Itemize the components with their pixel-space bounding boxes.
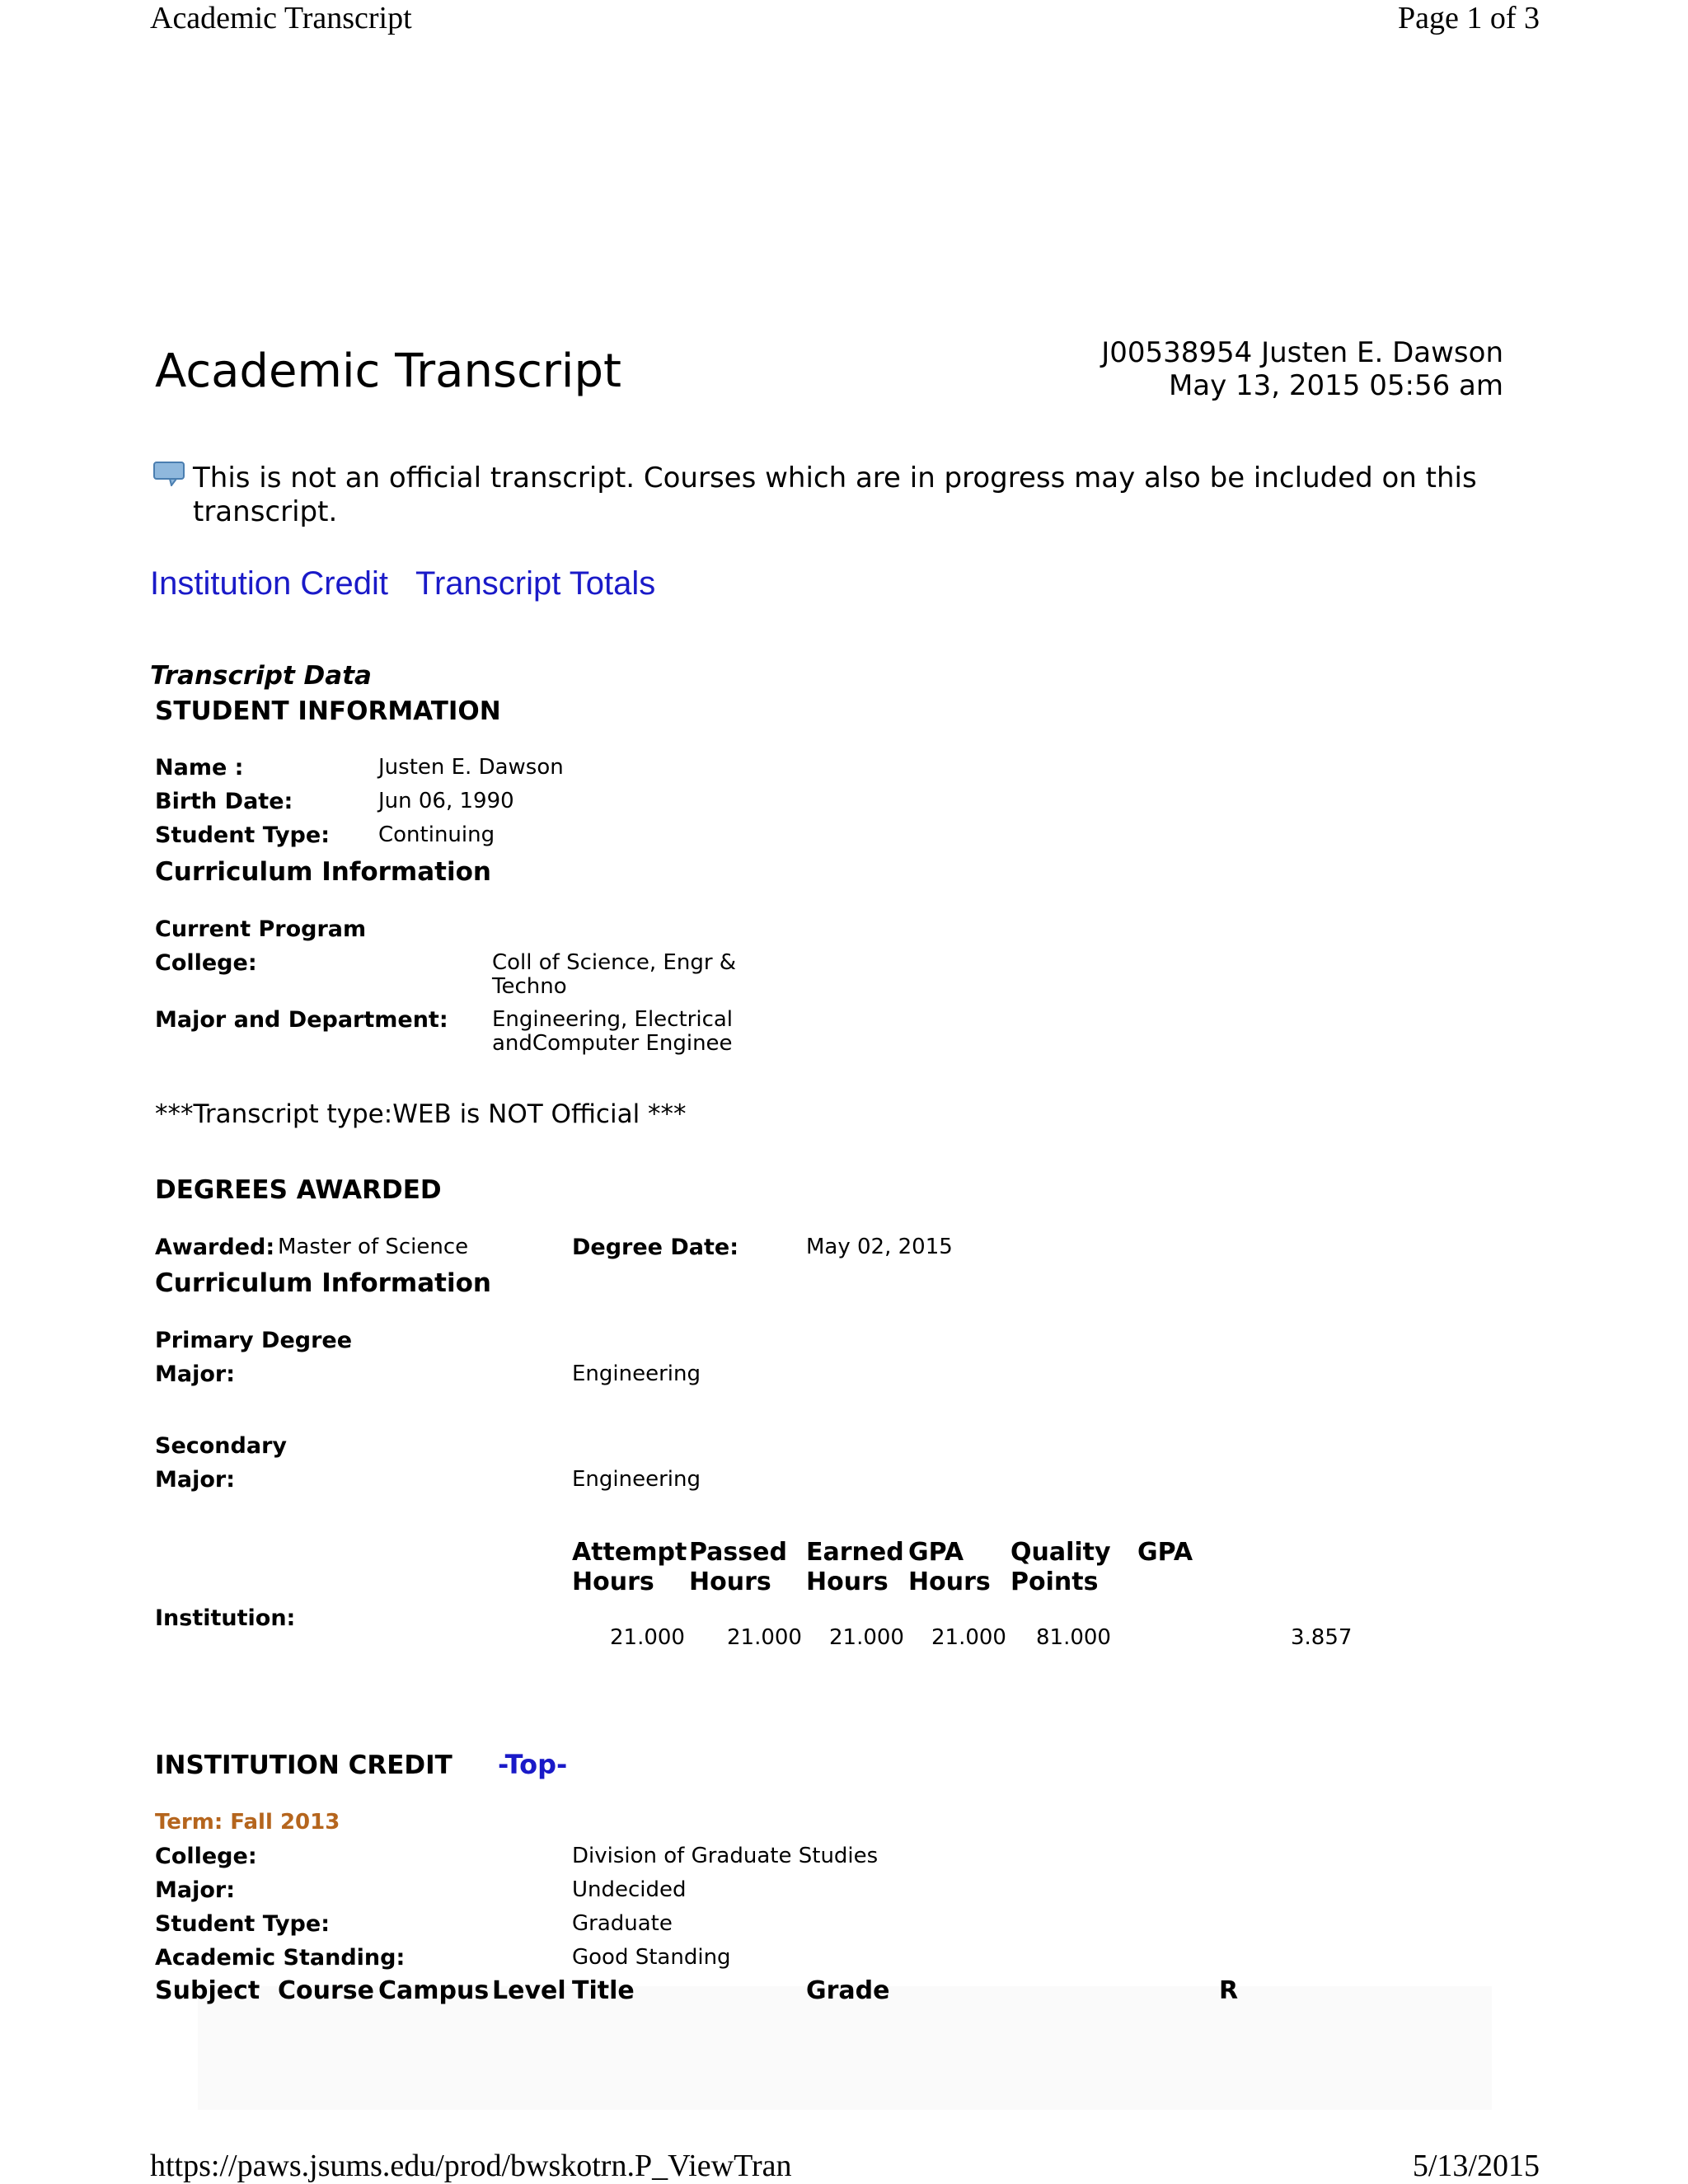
report-datetime: May 13, 2015 05:56 am bbox=[1168, 369, 1503, 402]
institution-credit-heading: INSTITUTION CREDIT bbox=[155, 1750, 452, 1780]
current-program-label: Current Program bbox=[155, 916, 367, 942]
col-earned-hours: Earned Hours bbox=[806, 1538, 904, 1596]
awarded-label: Awarded: bbox=[155, 1235, 275, 1260]
major-department-label: Major and Department: bbox=[155, 1007, 448, 1033]
degree-curriculum-heading: Curriculum Information bbox=[155, 1268, 491, 1298]
primary-major-value: Engineering bbox=[572, 1361, 701, 1386]
gpa-value: 3.857 bbox=[1291, 1625, 1353, 1650]
link-transcript-totals[interactable]: Transcript Totals bbox=[415, 565, 656, 602]
ic-student-type-label: Student Type: bbox=[155, 1911, 330, 1937]
col-level: Level bbox=[492, 1976, 566, 2005]
earned-hours-value: 21.000 bbox=[829, 1625, 904, 1650]
college-value-line1: Coll of Science, Engr & bbox=[492, 950, 737, 975]
col-title: Title bbox=[572, 1976, 635, 2005]
ic-college-label: College: bbox=[155, 1844, 257, 1869]
degrees-awarded-heading: DEGREES AWARDED bbox=[155, 1175, 442, 1205]
academic-standing-value: Good Standing bbox=[572, 1945, 731, 1970]
info-icon bbox=[153, 462, 186, 486]
col-quality-points: Quality Points bbox=[1010, 1538, 1111, 1596]
awarded-value: Master of Science bbox=[278, 1235, 469, 1259]
degree-date-value: May 02, 2015 bbox=[806, 1235, 953, 1259]
birth-date-value: Jun 06, 1990 bbox=[378, 789, 514, 813]
student-id-name: J00538954 Justen E. Dawson bbox=[1101, 336, 1503, 369]
page-header-left: Academic Transcript bbox=[150, 1, 412, 35]
college-value-line2: Techno bbox=[492, 974, 567, 999]
institution-row-label: Institution: bbox=[155, 1605, 296, 1631]
page-footer-url: https://paws.jsums.edu/prod/bwskotrn.P_ViewTran bbox=[150, 2149, 792, 2183]
top-link[interactable]: -Top- bbox=[498, 1749, 568, 1780]
page-header-right: Page 1 of 3 bbox=[1397, 1, 1540, 35]
college-label: College: bbox=[155, 950, 257, 976]
ic-college-value: Division of Graduate Studies bbox=[572, 1844, 879, 1868]
student-type-value: Continuing bbox=[378, 823, 495, 847]
student-type-label: Student Type: bbox=[155, 823, 330, 848]
col-passed-hours: Passed Hours bbox=[689, 1538, 787, 1596]
name-value: Justen E. Dawson bbox=[378, 755, 564, 780]
academic-standing-label: Academic Standing: bbox=[155, 1945, 406, 1971]
primary-major-label: Major: bbox=[155, 1361, 236, 1387]
link-institution-credit[interactable]: Institution Credit bbox=[150, 565, 389, 602]
name-label: Name : bbox=[155, 755, 244, 780]
quality-points-value: 81.000 bbox=[1036, 1625, 1111, 1650]
major-department-line2: andComputer Enginee bbox=[492, 1031, 733, 1056]
curriculum-heading: Curriculum Information bbox=[155, 857, 491, 887]
major-department-line1: Engineering, Electrical bbox=[492, 1007, 734, 1032]
col-attempt-hours: Attempt Hours bbox=[572, 1538, 687, 1596]
passed-hours-value: 21.000 bbox=[727, 1625, 802, 1650]
col-grade: Grade bbox=[806, 1976, 890, 2005]
attempt-hours-value: 21.000 bbox=[610, 1625, 685, 1650]
col-r: R bbox=[1219, 1976, 1239, 2005]
ic-major-label: Major: bbox=[155, 1877, 236, 1903]
col-gpa-hours: GPA Hours bbox=[908, 1538, 991, 1596]
ic-student-type-value: Graduate bbox=[572, 1911, 673, 1936]
ic-major-value: Undecided bbox=[572, 1877, 687, 1902]
col-gpa: GPA bbox=[1137, 1538, 1193, 1567]
page-footer-date: 5/13/2015 bbox=[1412, 2149, 1540, 2183]
page-title: Academic Transcript bbox=[155, 344, 621, 398]
col-course: Course bbox=[278, 1976, 374, 2005]
unofficial-notice: This is not an official transcript. Courses which are in progress may also be included on this transcript. bbox=[193, 462, 1477, 528]
secondary-major-label: Major: bbox=[155, 1467, 236, 1493]
gpa-hours-value: 21.000 bbox=[931, 1625, 1006, 1650]
term-label: Term: Fall 2013 bbox=[155, 1810, 340, 1835]
header-info bbox=[1101, 336, 1503, 402]
degree-date-label: Degree Date: bbox=[572, 1235, 739, 1260]
col-campus: Campus bbox=[378, 1976, 490, 2005]
col-subject: Subject bbox=[155, 1976, 260, 2005]
secondary-label: Secondary bbox=[155, 1433, 287, 1459]
transcript-type: ***Transcript type:WEB is NOT Official *** bbox=[155, 1099, 687, 1129]
student-information-heading: STUDENT INFORMATION bbox=[155, 696, 501, 726]
primary-degree-label: Primary Degree bbox=[155, 1328, 353, 1353]
transcript-data-label: Transcript Data bbox=[150, 661, 372, 691]
birth-date-label: Birth Date: bbox=[155, 789, 293, 814]
secondary-major-value: Engineering bbox=[572, 1467, 701, 1492]
